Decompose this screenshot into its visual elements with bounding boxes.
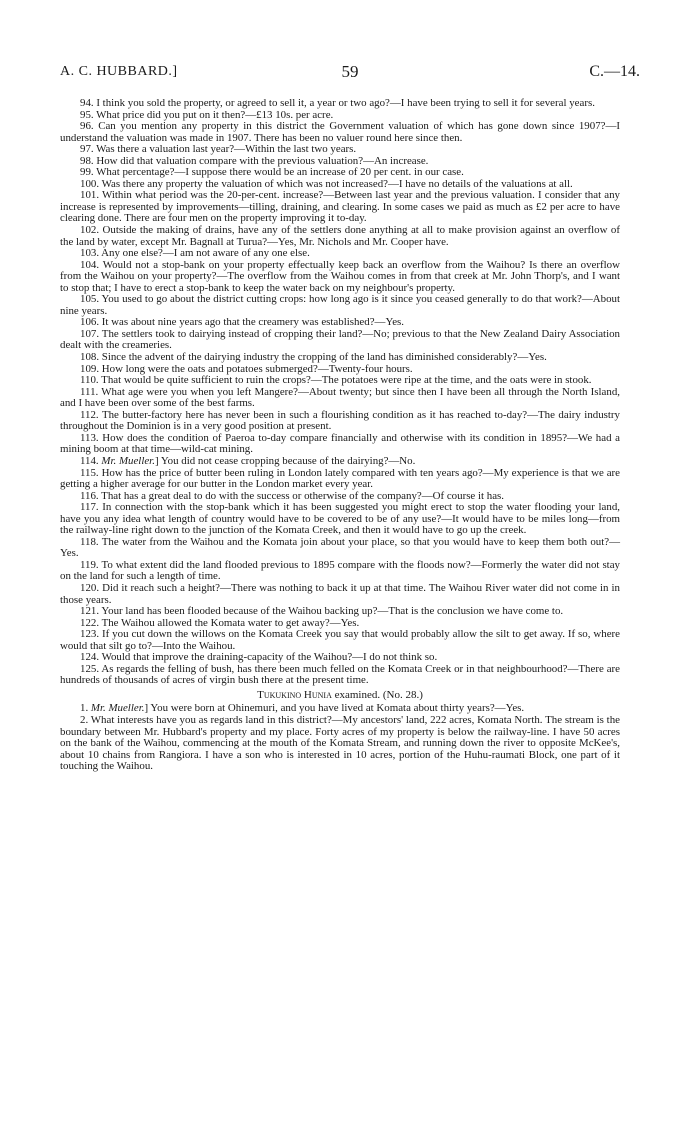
question-paragraph: 105. You used to go about the district cutting crops: how long ago is it since you ceased generally to do that work?—About nine years. [60, 293, 620, 317]
question-paragraph: 116. That has a great deal to do with the success or otherwise of the company?—Of course it has. [80, 489, 505, 502]
question-paragraph: 96. Can you mention any property in this district the Government valuation of which has gone down since 1907?—I understand the valuation was made in 1907. There has been no valuer round here since then. [60, 120, 620, 144]
question-paragraph: 94. I think you sold the property, or agreed to sell it, a year or two ago?—I have been trying to sell it for several years. [80, 97, 595, 109]
question-paragraph: 125. As regards the felling of bush, has there been much felled on the Komata Creek or in that neighbourhood?—There are hundreds of thousands of acres of virgin bush there at the present time. [60, 662, 620, 687]
question-paragraph-2: 2. What interests have you as regards land in this district?—My ancestors' land, 222 acres, Komata North. The stream is the boundary between Mr. Hubbard's property and my place. Forty acres of my property is below the railway-line. I have 50 acres on the bank of the Waihou, commencing at the mouth of the Komata Stream, and running down the river to opposite McKee's, about 10 chains from Rangiora. I have a son who is interested in 10 acres, portion of the Huhu-raumati Block, one part of it touching the Waihou. [60, 713, 620, 773]
question-paragraph: 124. Would that improve the draining-capacity of the Waihou?—I do not think so. [80, 651, 438, 664]
page-number: 59 [341, 62, 359, 81]
witness-name: Tukukino Hunia [257, 688, 332, 701]
question-number: 1. [80, 702, 89, 715]
question-paragraph: 110. That would be quite sufficient to ruin the crops?—The potatoes were ripe at the time, and the oats were in stook. [80, 374, 592, 387]
question-text: ] You were born at Ohinemuri, and you have lived at Komata about thirty years?—Yes. [144, 702, 525, 715]
page-header [60, 64, 640, 86]
question-paragraph: 119. To what extent did the land flooded previous to 1895 compare with the floods now?—Formerly the water did not stay on the land for such a length of time. [60, 558, 620, 583]
question-paragraph: 112. The butter-factory here has never been in such a flourishing condition as it has reached to-day?—The dairy industry throughout the Dominion is in a very good position at present. [60, 408, 620, 433]
question-text: ] You did not cease cropping because of the dairying?—No. [154, 454, 416, 467]
question-paragraph: 120. Did it reach such a height?—There was nothing to back it up at that time. The Waihou River water did not come in in those years. [60, 581, 620, 606]
question-paragraph: 108. Since the advent of the dairying industry the cropping of the land has diminished considerably?—Yes. [80, 351, 547, 364]
question-number: 114. [80, 454, 99, 467]
header-witness-name: A. C. HUBBARD.] [60, 64, 178, 79]
speaker-name: Mr. Mueller. [101, 454, 155, 467]
question-paragraph: 117. In connection with the stop-bank which it has been suggested you might erect to stop the water flooding your land, have you any idea what length of country would have to be covered to be of any use?—It would have to be miles long—from the railway-line right down to the junction of the Komata Creek, and then it would have to go up the creek. [60, 501, 620, 537]
question-paragraph: 103. Any one else?—I am not aware of any one else. [80, 247, 310, 260]
question-paragraph: 113. How does the condition of Paeroa to-day compare financially and otherwise with its condition in 1895?—We had a mining boom at that time—wild-cat mining. [60, 431, 620, 456]
evidence-block-a [60, 98, 620, 456]
question-paragraph: 99. What percentage?—I suppose there would be an increase of 20 per cent. in our case. [80, 166, 464, 179]
question-paragraph: 118. The water from the Waihou and the Komata join about your place, so that you would have to keep them both out?—Yes. [60, 535, 620, 560]
section-heading [60, 690, 620, 702]
section-heading-suffix: examined. (No. 28.) [331, 688, 423, 701]
question-paragraph: 98. How did that valuation compare with the previous valuation?—An increase. [80, 154, 429, 167]
evidence-block-b [60, 468, 620, 687]
speaker-name: Mr. Mueller. [90, 702, 145, 715]
question-paragraph: 101. Within what period was the 20-per-cent. increase?—Between last year and the previous valuation. I consider that any increase is represented by improvements—tilling, draining, and clearing. In some cases we paid as much as £2 per acre to have clearing done. There are four men on the property improving it to-day. [60, 189, 620, 225]
question-paragraph: 107. The settlers took to dairying instead of cropping their land?—No; previous to that the New Zealand Dairy Association dealt with the creameries. [60, 327, 620, 352]
question-paragraph: 115. How has the price of butter been ruling in London lately compared with ten years ago?—My experience is that we are getting a higher average for our butter in the London market every year. [60, 466, 620, 491]
question-paragraph: 95. What price did you put on it then?—£13 10s. per acre. [80, 108, 334, 121]
question-paragraph: 104. Would not a stop-bank on your property effectually keep back an overflow from the Waihou? Is there an overflow from the Waihou on your property?—The overflow from the Waihou comes in from that creek at Mr. John Thorp's, and I want to stop that; I have to erect a stop-bank to keep the water back on my neighbour's property. [60, 258, 620, 294]
header-paper-reference: C.—14. [589, 63, 640, 80]
question-paragraph: 106. It was about nine years ago that the creamery was established?—Yes. [80, 316, 405, 329]
question-paragraph: 102. Outside the making of drains, have any of the settlers done anything at all to make provision against an overflow of the land by water, except Mr. Bagnall at Turua?—Yes, Mr. Nichols and Mr. Cooper have. [60, 224, 620, 248]
question-paragraph: 121. Your land has been flooded because of the Waihou backing up?—That is the conclusion we have come to. [80, 605, 564, 618]
question-paragraph: 100. Was there any property the valuation of which was not increased?—I have no details of the valuations at all. [80, 177, 573, 190]
question-paragraph: 97. Was there a valuation last year?—Within the last two years. [80, 143, 357, 156]
question-paragraph-114 [60, 456, 620, 468]
question-paragraph: 122. The Waihou allowed the Komata water to get away?—Yes. [80, 616, 360, 629]
question-paragraph: 109. How long were the oats and potatoes submerged?—Twenty-four hours. [80, 362, 413, 375]
question-paragraph: 123. If you cut down the willows on the Komata Creek you say that would probably allow the silt to get away. If so, where would that silt go to?—Into the Waihou. [60, 628, 620, 652]
page-body [60, 98, 620, 773]
question-paragraph: 111. What age were you when you left Mangere?—About twenty; but since then I have been all through the North Island, and I have been over some of the best farms. [60, 385, 620, 410]
